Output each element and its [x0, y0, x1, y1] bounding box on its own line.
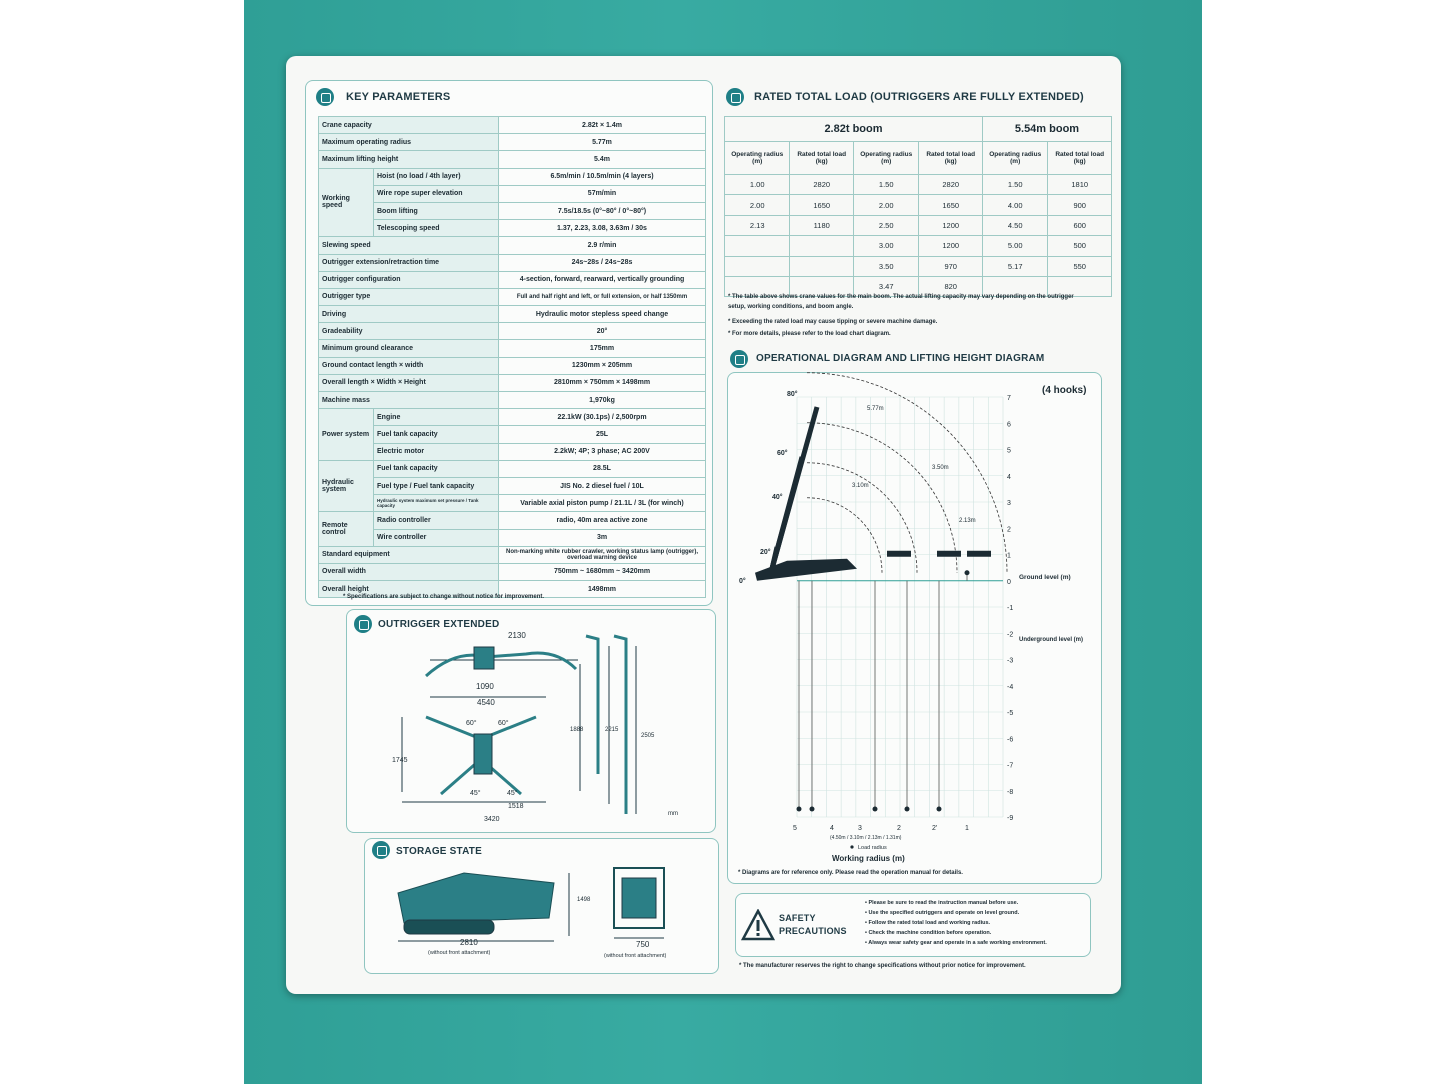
kp-label: Overall length × Width × Height [319, 374, 499, 391]
col-operating-radius: Operating radius (m) [725, 142, 790, 175]
kp-row [319, 340, 706, 357]
boom-angle-label: 80° [787, 391, 798, 398]
kp-value: 1,970kg [499, 392, 706, 409]
rt-cell: 1650 [790, 195, 854, 215]
kp-row [319, 134, 706, 151]
y-tick-label: -1 [1007, 605, 1014, 612]
load-icon [726, 88, 744, 106]
kp-row [319, 443, 706, 460]
underground-level-label: Underground level (m) [1019, 636, 1084, 643]
warning-triangle-icon [741, 909, 775, 941]
kp-row [319, 323, 706, 340]
col-operating-radius: Operating radius (m) [982, 142, 1047, 175]
dim-1888: 1888 [570, 727, 584, 733]
rt-cell: 4.50 [982, 215, 1047, 235]
kp-value: 175mm [499, 340, 706, 357]
kp-label: Fuel tank capacity [374, 426, 499, 443]
y-tick-label: 5 [1007, 447, 1011, 455]
col-rated-load: Rated total load (kg) [1048, 142, 1112, 175]
crane-body-side [474, 734, 492, 774]
boom-head [937, 551, 961, 557]
y-tick-label: 0 [1007, 578, 1011, 586]
rt-row [725, 256, 1112, 276]
rt-cell [725, 236, 790, 256]
y-tick-label: -9 [1007, 815, 1014, 822]
rt-cell: 2.50 [853, 215, 918, 235]
safety-item: • Use the specified outriggers and operate on level ground. [865, 910, 1020, 916]
kp-value: 4-section, forward, rearward, vertically grounding [499, 271, 706, 288]
angle-60-left: 60° [466, 720, 477, 727]
kp-label: Wire rope super elevation [374, 185, 499, 202]
kp-row [319, 392, 706, 409]
kp-row [319, 220, 706, 237]
key-parameters-title: KEY PARAMETERS [346, 91, 451, 103]
rated-load-note: * For more details, please refer to the load chart diagram. [728, 331, 891, 337]
col-rated-load: Rated total load (kg) [919, 142, 983, 175]
rt-cell: 600 [1048, 215, 1112, 235]
y-tick-label: 1 [1007, 552, 1011, 560]
kp-row [319, 357, 706, 374]
dim-2215: 2215 [605, 727, 619, 733]
kp-row [319, 202, 706, 219]
operational-diagram [727, 372, 1100, 882]
kp-label: Hoist (no load / 4th layer) [374, 168, 499, 185]
hook-point [965, 570, 970, 575]
kp-value: 22.1kW (30.1ps) / 2,500rpm [499, 409, 706, 426]
x-tick-label: 2' [932, 825, 938, 832]
group-5-54m-boom: 5.54m boom [982, 117, 1111, 142]
x-tick-label: 1 [965, 825, 969, 832]
dim-2130: 2130 [508, 631, 526, 640]
kp-label: Slewing speed [319, 237, 499, 254]
kp-value: 5.4m [499, 151, 706, 168]
kp-group-label: Remote control [319, 512, 374, 546]
diagram-icon [730, 350, 748, 368]
boom-head [887, 551, 911, 557]
kp-row [319, 306, 706, 323]
rt-row [725, 215, 1112, 235]
kp-value: Hydraulic motor stepless speed change [499, 306, 706, 323]
rt-cell: 1650 [919, 195, 983, 215]
rt-row [725, 236, 1112, 256]
dim-1090: 1090 [476, 682, 494, 691]
dim-4540: 4540 [477, 698, 495, 707]
y-tick-label: -4 [1007, 683, 1014, 691]
x-sub-label: (4.50m / 3.10m / 2.13m / 1.31m) [830, 835, 902, 841]
rated-load-note: * The table above shows crane values for the main boom. The actual lifting capacity may vary depending on the outrigger setup, working conditions, and boom angle. [728, 294, 1074, 310]
safety-item: • Please be sure to read the instruction manual before use. [865, 900, 1019, 906]
kp-value: Variable axial piston pump / 21.1L / 3L (for winch) [499, 495, 706, 512]
working-radius-label: Working radius (m) [832, 854, 905, 863]
rt-cell: 2.13 [725, 215, 790, 235]
kp-row [319, 512, 706, 529]
kp-label: Outrigger extension/retraction time [319, 254, 499, 271]
kp-label: Outrigger type [319, 288, 499, 305]
angle-60-right: 60° [498, 720, 509, 727]
crane-top-view [426, 653, 576, 676]
load-radius-label: Load radius [858, 845, 887, 851]
radius-arc [807, 373, 1007, 573]
hook-view-1 [586, 636, 598, 774]
kp-row [319, 546, 706, 563]
dim-750: 750 [636, 940, 650, 949]
kp-value: 2.82t × 1.4m [499, 117, 706, 134]
boom-angle-label: 40° [772, 494, 783, 501]
kp-row [319, 426, 706, 443]
x-tick-label: 2 [897, 825, 901, 832]
y-tick-label: 3 [1007, 500, 1011, 507]
radius-label: 2.13m [959, 518, 976, 524]
rt-cell: 2.00 [725, 195, 790, 215]
kp-value: 25L [499, 426, 706, 443]
radius-label: 3.10m [852, 483, 869, 489]
dim-2505: 2505 [641, 733, 655, 739]
rt-cell: 970 [919, 256, 983, 276]
rt-cell: 900 [1048, 195, 1112, 215]
kp-value: 2.9 r/min [499, 237, 706, 254]
rated-load-title: RATED TOTAL LOAD (OUTRIGGERS ARE FULLY EXTENDED) [754, 91, 1084, 103]
y-tick-label: 4 [1007, 473, 1011, 481]
kp-value: 1.37, 2.23, 3.08, 3.63m / 30s [499, 220, 706, 237]
kp-value: 2.2kW; 4P; 3 phase; AC 200V [499, 443, 706, 460]
dim-1518: 1518 [508, 803, 524, 810]
storage-drawing [364, 838, 717, 972]
kp-label: Standard equipment [319, 546, 499, 563]
radius-arc [807, 423, 957, 573]
storage-title: STORAGE STATE [396, 846, 482, 857]
kp-value: Non-marking white rubber crawler, working status lamp (outrigger), overload warning device [499, 546, 706, 563]
kp-label: Outrigger configuration [319, 271, 499, 288]
dim-2810: 2810 [460, 938, 478, 947]
rt-cell: 3.47 [853, 276, 918, 296]
radius-label: 5.77m [867, 406, 884, 412]
kp-group-label: Hydraulic system [319, 460, 374, 512]
y-tick-label: -7 [1007, 762, 1014, 770]
rt-header-row [725, 142, 1112, 175]
kp-value: 1230mm × 205mm [499, 357, 706, 374]
y-tick-label: -3 [1007, 657, 1014, 665]
kp-row [319, 254, 706, 271]
rt-cell: 1180 [790, 215, 854, 235]
kp-label: Fuel type / Fuel tank capacity [374, 477, 499, 494]
x-tick-label: 3 [858, 825, 862, 832]
key-parameters-table [318, 116, 706, 598]
kp-row [319, 151, 706, 168]
kp-label: Radio controller [374, 512, 499, 529]
kp-row [319, 168, 706, 185]
hook-point [937, 807, 942, 812]
angle-45-left: 45° [470, 790, 481, 797]
y-tick-label: 6 [1007, 421, 1011, 429]
storage-crawler [404, 920, 494, 934]
y-tick-label: -8 [1007, 788, 1014, 796]
x-tick-label: 5 [793, 825, 797, 832]
kp-label: Hydraulic system maximum set pressure / Tank capacity [374, 495, 499, 512]
dim-1745: 1745 [392, 757, 408, 764]
kp-value: 750mm ~ 1680mm ~ 3420mm [499, 563, 706, 580]
rt-cell: 5.00 [982, 236, 1047, 256]
kp-value: JIS No. 2 diesel fuel / 10L [499, 477, 706, 494]
rt-cell: 1810 [1048, 175, 1112, 195]
parameters-icon [316, 88, 334, 106]
rt-cell: 4.00 [982, 195, 1047, 215]
kp-label: Machine mass [319, 392, 499, 409]
kp-value: 24s~28s / 24s~28s [499, 254, 706, 271]
rt-cell: 1.50 [982, 175, 1047, 195]
kp-row [319, 563, 706, 580]
kp-value: radio, 40m area active zone [499, 512, 706, 529]
kp-value: 6.5m/min / 10.5m/min (4 layers) [499, 168, 706, 185]
kp-value: 7.5s/18.5s (0°~80° / 0°~80°) [499, 202, 706, 219]
kp-label: Gradeability [319, 323, 499, 340]
storage-side-view [398, 873, 554, 923]
kp-row [319, 271, 706, 288]
kp-row [319, 529, 706, 546]
outrigger-title: OUTRIGGER EXTENDED [378, 619, 500, 630]
hooks-label: (4 hooks) [1042, 385, 1087, 396]
storage-front-body [622, 878, 656, 918]
kp-label: Driving [319, 306, 499, 323]
kp-row [319, 117, 706, 134]
rt-cell: 3.00 [853, 236, 918, 256]
hook-point [797, 807, 802, 812]
outrigger-drawing [346, 609, 714, 831]
dim-1498: 1498 [577, 897, 591, 903]
kp-label: Minimum ground clearance [319, 340, 499, 357]
rt-cell: 3.50 [853, 256, 918, 276]
kp-value: 20° [499, 323, 706, 340]
rt-cell: 2820 [790, 175, 854, 195]
kp-row [319, 477, 706, 494]
kp-value: 1498mm [499, 581, 706, 598]
kp-value: 57m/min [499, 185, 706, 202]
kp-label: Overall height [319, 581, 499, 598]
kp-value: 28.5L [499, 460, 706, 477]
hook-point [905, 807, 910, 812]
kp-label: Maximum operating radius [319, 134, 499, 151]
y-tick-label: -2 [1007, 631, 1014, 639]
boom-head [967, 551, 991, 557]
rt-group-row [725, 117, 1112, 142]
col-rated-load: Rated total load (kg) [790, 142, 854, 175]
rt-cell: 1.50 [853, 175, 918, 195]
rated-load-note: * Exceeding the rated load may cause tipping or severe machine damage. [728, 319, 938, 325]
rt-cell: 550 [1048, 256, 1112, 276]
kp-row [319, 409, 706, 426]
operational-title: OPERATIONAL DIAGRAM AND LIFTING HEIGHT DIAGRAM [756, 353, 1045, 364]
rt-cell: 2820 [919, 175, 983, 195]
kp-row [319, 288, 706, 305]
kp-label: Crane capacity [319, 117, 499, 134]
kp-group-label: Working speed [319, 168, 374, 237]
safety-item: • Check the machine condition before operation. [865, 930, 992, 936]
kp-row [319, 495, 706, 512]
ground-level-label: Ground level (m) [1019, 573, 1071, 581]
kp-value: Full and half right and left, or full extension, or half 1350mm [499, 288, 706, 305]
unit-mm: mm [668, 811, 678, 817]
storage-caption-side: (without front attachment) [428, 950, 491, 956]
radius-label: 3.50m [932, 465, 949, 471]
kp-label: Overall width [319, 563, 499, 580]
rt-cell: 2.00 [853, 195, 918, 215]
x-tick-label: 4 [830, 825, 834, 832]
hook-point [873, 807, 878, 812]
rt-cell: 500 [1048, 236, 1112, 256]
kp-row [319, 185, 706, 202]
kp-label: Wire controller [374, 529, 499, 546]
rt-cell [725, 256, 790, 276]
key-parameters-footnote: * Specifications are subject to change without notice for improvement. [343, 594, 545, 600]
angle-45-right: 45° [507, 790, 518, 797]
boom-angle-label: 20° [760, 549, 771, 556]
rt-cell: 1200 [919, 215, 983, 235]
safety-title: SAFETY PRECAUTIONS [779, 913, 847, 936]
safety-item: • Follow the rated total load and working radius. [865, 920, 991, 926]
kp-label: Maximum lifting height [319, 151, 499, 168]
rt-cell: 1.00 [725, 175, 790, 195]
kp-row [319, 374, 706, 391]
kp-label: Ground contact length × width [319, 357, 499, 374]
rt-row [725, 195, 1112, 215]
kp-value: 3m [499, 529, 706, 546]
kp-label: Telescoping speed [374, 220, 499, 237]
safety-item: • Always wear safety gear and operate in a safe working environment. [865, 940, 1047, 946]
rated-load-table [724, 116, 1112, 297]
rt-cell: 5.17 [982, 256, 1047, 276]
crane-silhouette [755, 559, 857, 581]
y-tick-label: 2 [1007, 526, 1011, 534]
kp-row [319, 460, 706, 477]
y-tick-label: -5 [1007, 710, 1014, 717]
rt-cell [790, 236, 854, 256]
crane-body-top [474, 647, 494, 669]
dim-3420: 3420 [484, 816, 500, 823]
group-2-82t-boom: 2.82t boom [725, 117, 983, 142]
y-tick-label: 7 [1007, 395, 1011, 402]
kp-label: Boom lifting [374, 202, 499, 219]
storage-caption-front: (without front attachment) [604, 953, 667, 959]
rt-cell [790, 256, 854, 276]
boom-angle-label: 60° [777, 450, 788, 457]
y-tick-label: -6 [1007, 736, 1014, 744]
hook-view-2 [614, 636, 626, 814]
footer-note: * The manufacturer reserves the right to change specifications without prior notice for improvement. [739, 963, 1026, 969]
kp-row [319, 237, 706, 254]
kp-label: Electric motor [374, 443, 499, 460]
boom-angle-label: 0° [739, 578, 746, 585]
rt-cell: 1200 [919, 236, 983, 256]
rt-row [725, 175, 1112, 195]
rt-cell: 820 [919, 276, 983, 296]
load-radius-marker [850, 845, 853, 848]
col-operating-radius: Operating radius (m) [853, 142, 918, 175]
operational-note: * Diagrams are for reference only. Please read the operation manual for details. [738, 870, 963, 876]
kp-label: Engine [374, 409, 499, 426]
hook-point [810, 807, 815, 812]
kp-label: Fuel tank capacity [374, 460, 499, 477]
kp-value: 2810mm × 750mm × 1498mm [499, 374, 706, 391]
kp-value: 5.77m [499, 134, 706, 151]
kp-group-label: Power system [319, 409, 374, 461]
